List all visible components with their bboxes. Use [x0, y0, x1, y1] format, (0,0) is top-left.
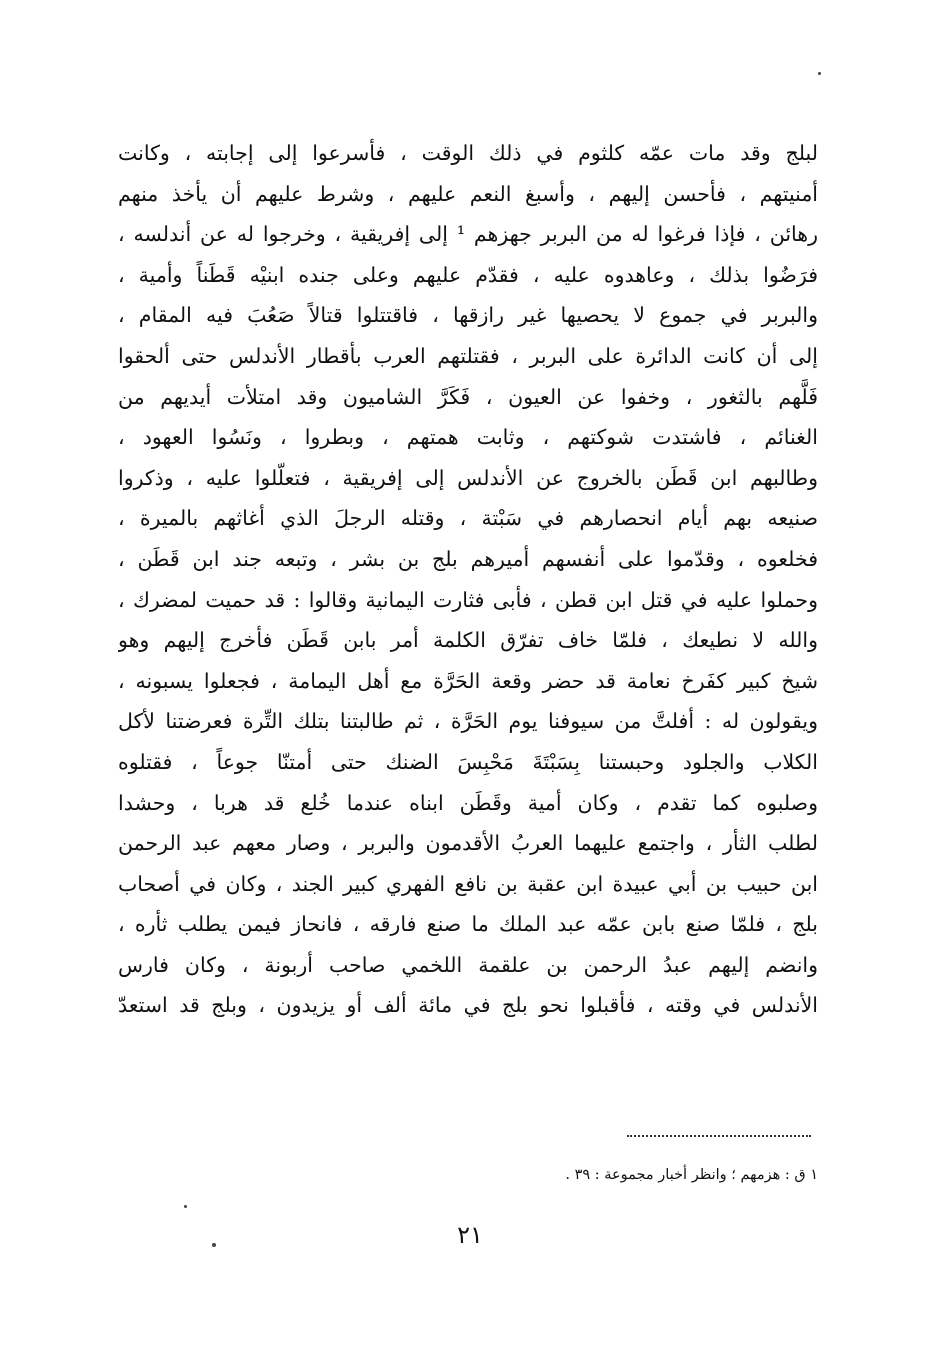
- text-line: الغنائم ، فاشتدت شوكتهم ، وثابت همتهم ، وبطروا ، ونَسُوا العهود ،: [118, 425, 818, 450]
- text-line: وحملوا عليه في قتل ابن قطن ، فأبى فثارت اليمانية وقالوا : قد حميت لمضرك ،: [118, 587, 818, 612]
- text-line: الأندلس في وقته ، فأقبلوا نحو بلج في مائة ألف أو يزيدون ، وبلج قد استعدّ: [118, 993, 818, 1018]
- text-line: ابن حبيب بن أبي عبيدة ابن عقبة بن نافع الفهري كبير الجند ، وكان في أصحاب: [118, 871, 818, 896]
- footnote-divider: [627, 1135, 811, 1137]
- text-line: والبربر في جموع لا يحصيها غير رازقها ، فاقتتلوا قتالاً صَعُبَ فيه المقام ،: [118, 303, 818, 328]
- text-line: وطالبهم ابن قَطَن بالخروج عن الأندلس إلى إفريقية ، فتعلّلوا عليه ، وذكروا: [118, 465, 818, 490]
- text-line: وانضم إليهم عبدُ الرحمن بن علقمة اللخمي صاحب أربونة ، وكان فارس: [118, 952, 818, 977]
- scan-speck: [184, 1205, 187, 1208]
- main-text-block: [118, 133, 818, 1026]
- footnote: ١ ق : هزمهم ؛ وانظر أخبار مجموعة : ٣٩ .: [565, 1167, 818, 1183]
- page-number: ٢١: [457, 1221, 483, 1249]
- text-line: شيخ كبير كفَرخ نعامة قد حضر وقعة الحَرَّة مع أهل اليمامة ، فجعلوا يسبونه ،: [118, 668, 818, 693]
- scan-speck: [212, 1243, 216, 1247]
- scan-speck: [818, 72, 821, 75]
- text-line: فخلعوه ، وقدّموا على أنفسهم أميرهم بلج بن بشر ، وتبعه جند ابن قَطَن ،: [118, 546, 818, 571]
- text-line: والله لا نطيعك ، فلمّا خاف تفرّق الكلمة أمر بابن قَطَن فأخرج إليهم وهو: [118, 628, 818, 653]
- text-line: فَلَّهم بالثغور ، وخفوا عن العيون ، فَكَرَّ الشاميون وقد امتلأت أيديهم من: [118, 384, 818, 409]
- text-line: رهائن ، فإذا فرغوا له من البربر جهزهم ¹ إلى إفريقية ، وخرجوا له عن أندلسه ،: [118, 222, 818, 247]
- text-line: صنيعه بهم أيام انحصارهم في سَبْتة ، وقتله الرجلَ الذي أغاثهم بالميرة ،: [118, 506, 818, 531]
- text-line: إلى أن كانت الدائرة على البربر ، فقتلتهم العرب بأقطار الأندلس حتى ألحقوا: [118, 343, 818, 368]
- text-line: لبلج وقد مات عمّه كلثوم في ذلك الوقت ، فأسرعوا إلى إجابته ، وكانت: [118, 141, 818, 165]
- text-line: أمنيتهم ، فأحسن إليهم ، وأسبغ النعم عليهم ، وشرط عليهم أن يأخذ منهم: [118, 181, 818, 206]
- text-line: وصلبوه كما تقدم ، وكان أمية وقَطَن ابناه عندما خُلع قد هربا ، وحشدا: [118, 790, 818, 815]
- text-line: ويقولون له : أفلتَّ من سيوفنا يوم الحَرَّة ، ثم طالبتنا بتلك التِّرة فعرضتنا لأكل: [118, 709, 818, 734]
- text-line: لطلب الثأر ، واجتمع عليهما العربُ الأقدمون والبربر ، وصار معهم عبد الرحمن: [118, 831, 818, 856]
- text-line: فرَضُوا بذلك ، وعاهدوه عليه ، فقدّم عليهم وعلى جنده ابنيْه قَطَناً وأمية ،: [118, 262, 818, 287]
- text-line: بلج ، فلمّا صنع بابن عمّه عبد الملك ما صنع فارقه ، فانحاز فيمن يطلب ثأره ،: [118, 912, 818, 937]
- text-line: الكلاب والجلود وحبستنا بِسَبْتَةَ مَحْبِسَ الضنك حتى أمتنّا جوعاً ، فقتلوه: [118, 749, 818, 774]
